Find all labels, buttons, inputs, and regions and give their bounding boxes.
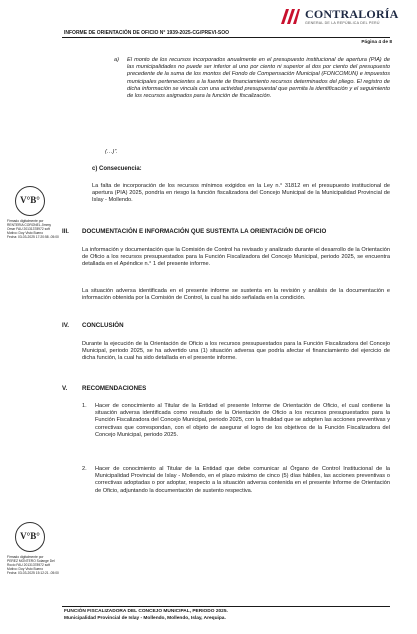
section-5-number: V. [62,385,68,392]
contraloria-logo [279,5,399,31]
footer-divider [62,606,390,607]
visto-bueno-seal-icon: V°B° [15,186,45,216]
page-number: Página 4 de 8 [361,40,392,45]
recommendation-1-text: Hacer de conocimiento al Titular de la Entidad el presente Informe de Orientación de Oficio, el cual contiene la situación adversa identificada como resultado de la Orientación de Oficio a los recursos presupuestados para la Función Fiscalizadora del Concejo Municipal, periodo 2025, con la finalidad que se adopten las acciones preventivas y correctivas que correspondan, con el objeto de asegurar el logro de los objetivos de la Función Fiscalizadora del Concejo Municipal, periodo 2025. [95,403,390,438]
signature-stamp-1 [7,186,59,240]
recommendation-2-number: 2. [82,466,87,472]
visto-bueno-seal-icon: V°B° [15,522,45,552]
section-4-paragraph: Durante la ejecución de la Orientación de Oficio a los recursos presupuestados para la Función Fiscalizadora del Concejo Municipal, periodo 2025, se ha advertido una (1) situación adversa que podría afectar el financiamiento del ejercicio de dicha función, la cual ha sido detallada en el presente informe. [82,341,390,362]
section-4-number: IV. [62,322,69,329]
signature-stamp-2-text: Firmado digitalmente por PEREZ MONTERO Solange Del Rocio FAU 20131378972 soft Motivo: Doy Visto Bueno Fecha: 03-03-2025 15:12:21 -05:00 [7,555,59,576]
consecuencia-paragraph: La falta de incorporación de los recursos mínimos exigidos en la Ley n.° 31812 en el presupuesto institucional de apertura (PIA) 2025, pondría en riesgo la función fiscalizadora del Concejo Municipal de la Municipalidad Provincial de Islay - Mollendo. [92,183,390,204]
logo-name: CONTRALORÍA [305,7,399,21]
section-3-paragraph-1: La información y documentación que la Comisión de Control ha revisado y analizado durante el desarrollo de la Orientación de Oficio a los recursos presupuestados para la Función Fiscalizadora del Concejo Municipal, periodo 2025, se encuentra detallada en el Apéndice n.° 1 del presente informe. [82,247,390,268]
recommendation-2-text: Hacer de conocimiento al Titular de la Entidad que debe comunicar al Órgano de Control Institucional de la Municipalidad Provincial de Islay - Mollendo, en el plazo máximo de cinco (5) días hábiles, las acciones preventivas o correctivas adoptadas o por adoptar, respecto a la situación adversa contenida en el presente Informe de Orientación de Oficio, adjuntando la documentación de sustento respectiva. [95,466,390,494]
footer-line-2: Municipalidad Provincial de Islay - Mollendo, Mollendo, Islay, Arequipa. [64,616,226,621]
section-4-title: CONCLUSIÓN [82,322,124,329]
section-3-number: III. [62,228,69,235]
quote-ellipsis: (…)”. [105,149,118,155]
quote-paragraph: El monto de los recursos incorporados anualmente en el presupuesto institucional de apertura (PIA) de las municipalidades no puede ser inferior al uno por ciento ni superior al dos por ciento del presupuesto precedente de la suma de los montos del Fondo de Compensación Municipal (FONCOMUN) e impuestos municipales pertenecientes a la fuente de financiamiento recursos determinados del pliego. El registro de dicha información se vincula con una actividad presupuestal que permita la identificación y el seguimiento de los recursos asignados para la función de fiscalización. [127,57,390,100]
report-header-title: INFORME DE ORIENTACIÓN DE OFICIO N° 1939-2025-CG/PREVI-SOO [64,30,229,36]
signature-stamp-2 [7,522,59,576]
recommendation-1-number: 1. [82,403,87,409]
quote-item-label: a) [114,57,119,63]
header-divider [62,37,390,38]
section-3-paragraph-2: La situación adversa identificada en el presente informe se sustenta en la revisión y análisis de la documentación e información obtenida por la Comisión de Control, la cual ha sido señalada en la condición. [82,288,390,302]
contraloria-emblem-icon [279,6,301,26]
section-3-title: DOCUMENTACIÓN E INFORMACIÓN QUE SUSTENTA LA ORIENTACIÓN DE OFICIO [82,228,327,235]
footer-line-1: FUNCIÓN FISCALIZADORA DEL CONCEJO MUNICIPAL, PERIODO 2025. [64,609,228,614]
logo-subtitle: GENERAL DE LA REPÚBLICA DEL PERÚ [305,21,380,25]
consecuencia-heading: c) Consecuencia: [92,166,142,172]
section-5-title: RECOMENDACIONES [82,385,147,392]
signature-stamp-1-text: Firmado digitalmente por RENTERIA CORONEL Jimmy Omar FAU 20131378972 soft Motivo: Doy Visto Bueno Fecha: 03-03-2025 17:20:58 -05:00 [7,219,59,240]
